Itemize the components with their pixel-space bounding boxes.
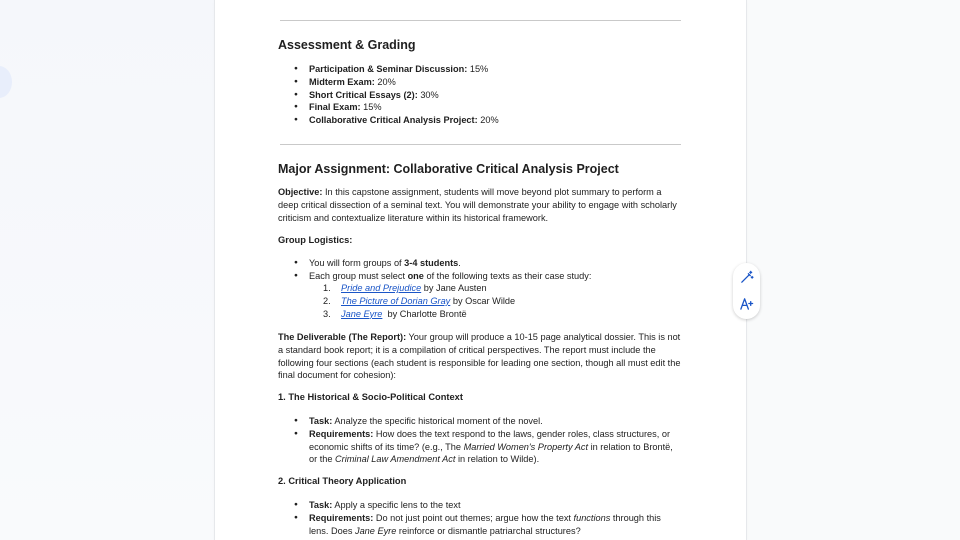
list-item: ● Collaborative Critical Analysis Project: 20% (294, 114, 682, 127)
list-item: ● You will form groups of 3-4 students. (294, 257, 682, 270)
logistics-list (294, 257, 682, 283)
floating-tools-panel (733, 263, 760, 319)
document-page (215, 0, 746, 540)
text-style-sparkle-icon[interactable] (738, 295, 755, 312)
list-item: ● Requirements: How does the text respond to the laws, gender roles, class structures, or economic shifts of its time? (e.g., The Married Women's Property Act in relation to Brontë, or the Criminal Law Amendment Act in relation to Wilde). (294, 428, 682, 466)
list-item: ● Requirements: Do not just point out themes; argue how the text functions through this lens. Does Jane Eyre reinforce or dismantle patriarchal structures? (294, 512, 682, 538)
list-item: ● Midterm Exam: 20% (294, 76, 682, 89)
magic-pen-icon[interactable] (738, 269, 755, 286)
list-item: ● Short Critical Essays (2): 30% (294, 89, 682, 102)
left-margin-area (0, 0, 215, 540)
deliverable-paragraph: The Deliverable (The Report): Your group will produce a 10-15 page analytical dossier. This is not a standard book report; it is a compilation of critical perspectives. The report must include the following four sections (each student is responsible for leading one section, though all must edit the final document for cohesion): (278, 332, 681, 381)
assessment-heading: Assessment & Grading (278, 38, 416, 52)
list-item: ● Each group must select one of the following texts as their case study: (294, 270, 682, 283)
right-margin-area (746, 0, 960, 540)
major-assignment-heading: Major Assignment: Collaborative Critical Analysis Project (278, 162, 619, 176)
text-options-list (323, 282, 515, 320)
horizontal-divider (280, 144, 681, 145)
book-link[interactable]: Pride and Prejudice (341, 283, 422, 293)
list-item: ● Task: Apply a specific lens to the text (294, 499, 682, 512)
section1-list (294, 415, 682, 466)
list-item: 1. Pride and Prejudice by Jane Austen (323, 283, 487, 293)
horizontal-divider (280, 20, 681, 21)
section1-heading: 1. The Historical & Socio-Political Context (278, 392, 463, 402)
side-panel-handle[interactable] (0, 66, 12, 98)
list-item: 3. Jane Eyre by Charlotte Brontë (323, 308, 467, 319)
list-item: ● Task: Analyze the specific historical moment of the novel. (294, 415, 682, 428)
book-link[interactable]: The Picture of Dorian Gray (341, 295, 451, 306)
book-link[interactable]: Jane Eyre (341, 308, 383, 319)
objective-paragraph: Objective: In this capstone assignment, students will move beyond plot summary to perform a deep critical dissection of a seminal text. You will demonstrate your ability to engage with scholarly criticism and contextualize literature within its historical framework. (278, 187, 677, 223)
list-item: 2. The Picture of Dorian Gray by Oscar Wilde (323, 295, 516, 306)
group-logistics-heading: Group Logistics: (278, 235, 353, 245)
list-item: ● Final Exam: 15% (294, 101, 682, 114)
section2-list (294, 499, 682, 537)
assessment-list (294, 63, 682, 127)
section2-heading: 2. Critical Theory Application (278, 476, 407, 486)
list-item: ● Participation & Seminar Discussion: 15% (294, 63, 682, 76)
